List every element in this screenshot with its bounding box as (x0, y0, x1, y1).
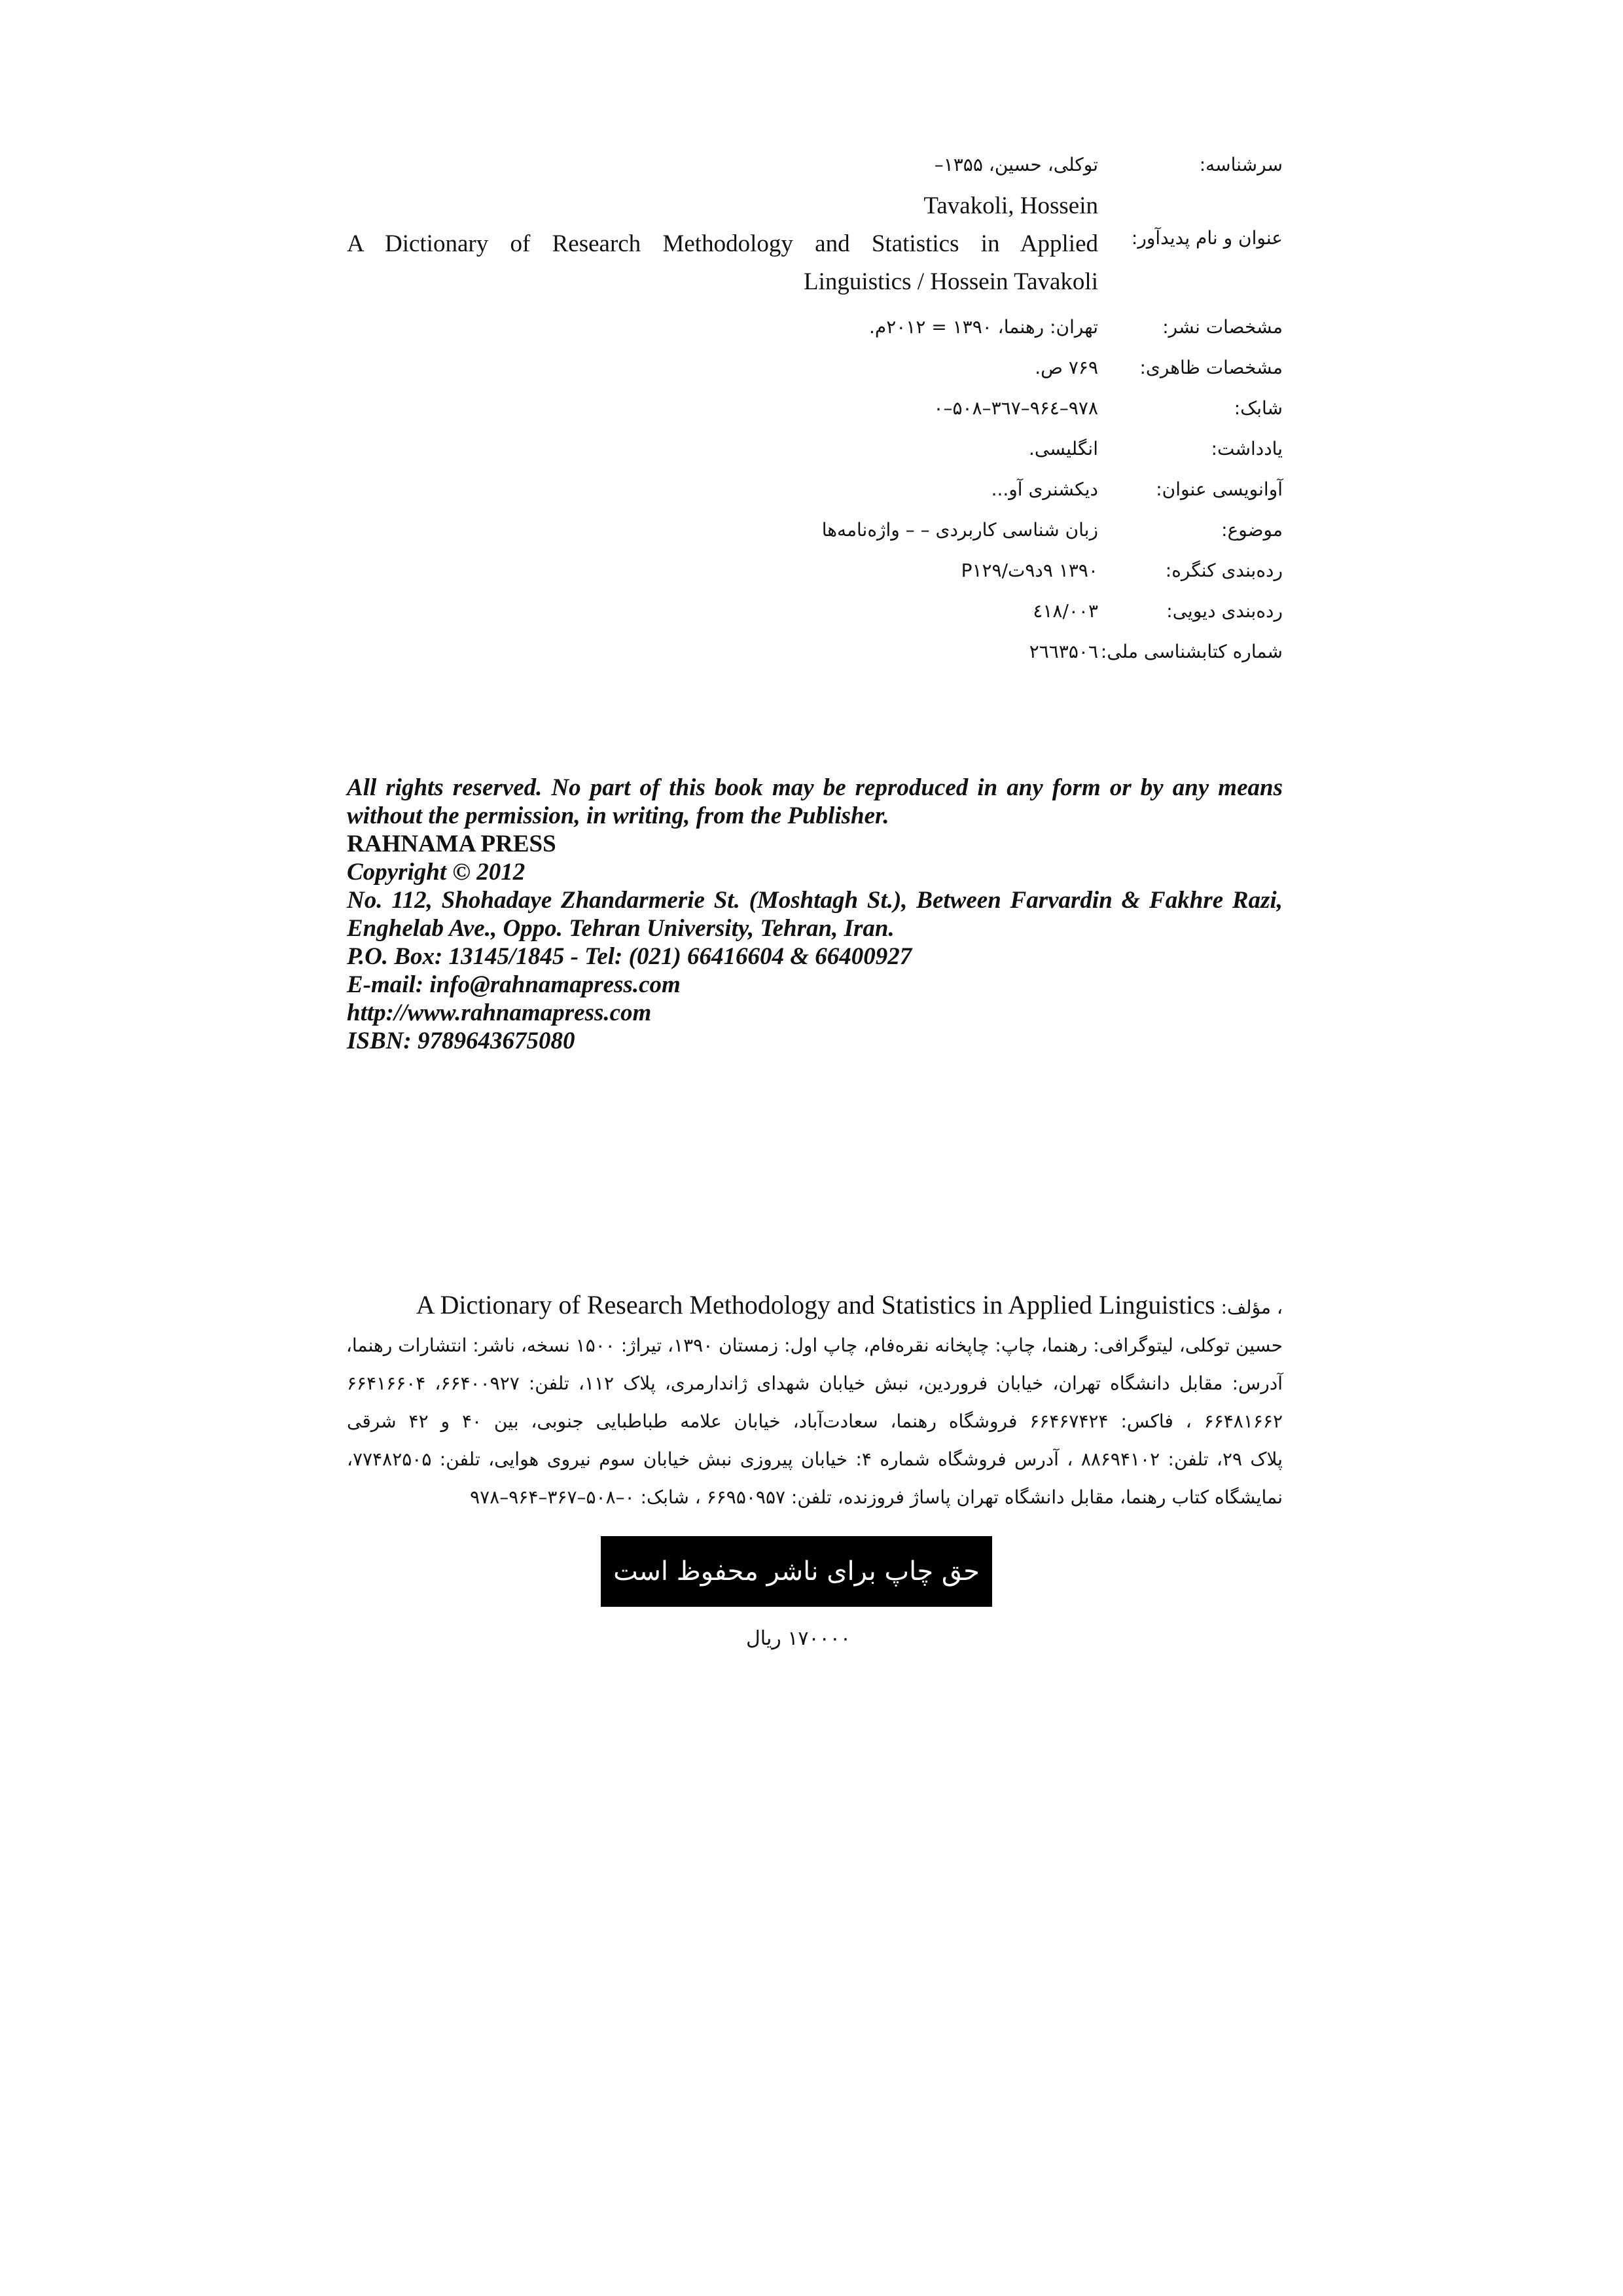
rights-notice-line-1: All rights reserved. No part of this book may be reproduced in any form or by any means (347, 774, 1283, 801)
catalog-row-note (347, 435, 1283, 463)
catalog-value (347, 353, 1098, 382)
catalog-label: موضوع: (1221, 519, 1283, 541)
po-box-phone: P.O. Box: 13145/1845 - Tel: (021) 66416604 & 66400927 (347, 943, 912, 970)
rights-block (347, 774, 1283, 1055)
book-isbn: ISBN: 9789643675080 (347, 1028, 575, 1054)
catalog-label-text: عنوان و نام پدیدآور: (1131, 227, 1283, 249)
cataloging-block (347, 151, 1283, 678)
catalog-value (347, 435, 1098, 463)
colophon-line: حسین توکلی، لیتوگرافی: رهنما، چاپ: چاپخانه نقره‌فام، چاپ اول: زمستان ۱۳۹۰، تیراژ: ۱۵۰۰ نسخه، ناشر: انتشارات رهنما، (346, 1335, 1283, 1356)
publisher-address-line-2: Enghelab Ave., Oppo. Tehran University, Tehran, Iran. (347, 915, 895, 942)
catalog-value-line: ٤۱۸/۰۰۳ (1033, 600, 1098, 622)
catalog-value (347, 556, 1098, 585)
catalog-label: شماره کتابشناسی ملی: (1100, 641, 1283, 662)
colophon-line: نمایشگاه کتاب رهنما، مقابل دانشگاه تهران پاساژ فروزنده، تلفن: ۶۶۹۵۰۹۵۷ ، شابک: ۰–۵۰۸–۳۶۷–۹۶۴–۹۷۸ (470, 1486, 1283, 1508)
catalog-label: آوانویسی عنوان: (1156, 478, 1283, 500)
copyright-badge-text: حق چاپ برای ناشر محفوظ است (613, 1556, 980, 1587)
catalog-label: رده‌بندی دیویی: (1166, 600, 1283, 622)
catalog-value-line: ۲٦٦۳۵۰٦ (1029, 641, 1098, 662)
copyright-badge (601, 1536, 992, 1607)
catalog-title-author-line: Tavakoli, Hossein (923, 192, 1098, 219)
catalog-row-lc-class (347, 556, 1283, 585)
catalog-row-main-entry (347, 151, 1283, 179)
catalog-label: مشخصات نشر: (1162, 316, 1283, 338)
publisher-name: RAHNAMA PRESS (347, 831, 556, 857)
catalog-row-isbn (347, 394, 1283, 423)
catalog-row-title (347, 187, 1283, 301)
catalog-value-line: توکلی، حسین، ۱۳۵۵– (934, 154, 1098, 175)
catalog-value-line: ۷۶۹ ص. (1035, 357, 1098, 378)
catalog-row-transliteration (347, 475, 1283, 504)
colophon-title-line (347, 1286, 1283, 1327)
colophon-line: ۶۶۴۸۱۶۶۲ ، فاکس: ۶۶۴۶۷۴۲۴ فروشگاه رهنما، سعادت‌آباد، خیابان علامه طباطبایی جنوبی، بین ۴۰ و ۴۲ شرقی (347, 1410, 1283, 1432)
copyright-line: Copyright © 2012 (347, 859, 526, 886)
catalog-row-dewey (347, 597, 1283, 626)
catalog-row-physical (347, 353, 1283, 382)
colophon-line: آدرس: مقابل دانشگاه تهران، خیابان فروردین، نبش خیابان شهدای ژاندارمری، پلاک ۱۱۲، تلفن: ۶۶۴۰۰۹۲۷، ۶۶۴۱۶۶۰۴ (347, 1372, 1283, 1394)
catalog-value (347, 394, 1098, 423)
catalog-value (347, 475, 1098, 504)
catalog-label: رده‌بندی کنگره: (1165, 560, 1283, 581)
catalog-value (347, 516, 1098, 545)
colophon-paragraph (347, 1286, 1283, 1516)
catalog-value (347, 637, 1098, 666)
catalog-row-national-bib (347, 637, 1283, 666)
catalog-value (347, 151, 1098, 179)
catalog-row-subject (347, 516, 1283, 545)
catalog-value (347, 313, 1098, 342)
catalog-label: یادداشت: (1211, 438, 1283, 459)
book-price: ۱۷۰۰۰۰ ریال (746, 1627, 851, 1650)
catalog-label: سرشناسه: (1199, 154, 1283, 175)
publisher-website: http://www.rahnamapress.com (347, 999, 652, 1026)
catalog-value-line: دیکشنری آو... (991, 478, 1098, 500)
catalog-value-line: تهران: رهنما، ۱۳۹۰ = ۲۰۱۲م. (868, 316, 1098, 338)
catalog-value-line: انگلیسی. (1029, 438, 1098, 459)
catalog-label (1098, 187, 1283, 301)
catalog-value-line: ۱۳۹۰ ۹د۹ت/P۱۲۹ (961, 560, 1098, 581)
catalog-value-line: ۹۷۸–۹۶٤–۳٦۷–۵۰۸–۰ (933, 397, 1098, 419)
colophon-book-title: A Dictionary of Research Methodology and Statistics in Applied Linguistics (416, 1290, 1215, 1319)
rights-notice-line-2: without the permission, in writing, from the Publisher. (347, 802, 889, 829)
colophon-author-prefix: ، مؤلف: (1221, 1297, 1283, 1318)
catalog-label: شابک: (1234, 397, 1283, 419)
catalog-title-line: A Dictionary of Research Methodology and Statistics in Applied (347, 230, 1098, 257)
catalog-title-line-2: Linguistics / Hossein Tavakoli (804, 268, 1098, 295)
publisher-address-line-1: No. 112, Shohadaye Zhandarmerie St. (Moshtagh St.), Between Farvardin & Fakhre Razi, (347, 887, 1283, 914)
catalog-label: مشخصات ظاهری: (1139, 357, 1283, 378)
catalog-value (347, 187, 1098, 301)
colophon-line: پلاک ۲۹، تلفن: ۸۸۶۹۴۱۰۲ ، آدرس فروشگاه شماره ۴: خیابان پیروزی نبش خیابان سوم نیروی هوایی، تلفن: ۷۷۴۸۲۵۰۵، (347, 1448, 1283, 1470)
catalog-value (347, 597, 1098, 626)
publisher-email: E-mail: info@rahnamapress.com (347, 971, 681, 998)
catalog-row-publication (347, 313, 1283, 342)
catalog-value-line: زبان شناسی کاربردی – – واژه‌نامه‌ها (821, 519, 1098, 541)
